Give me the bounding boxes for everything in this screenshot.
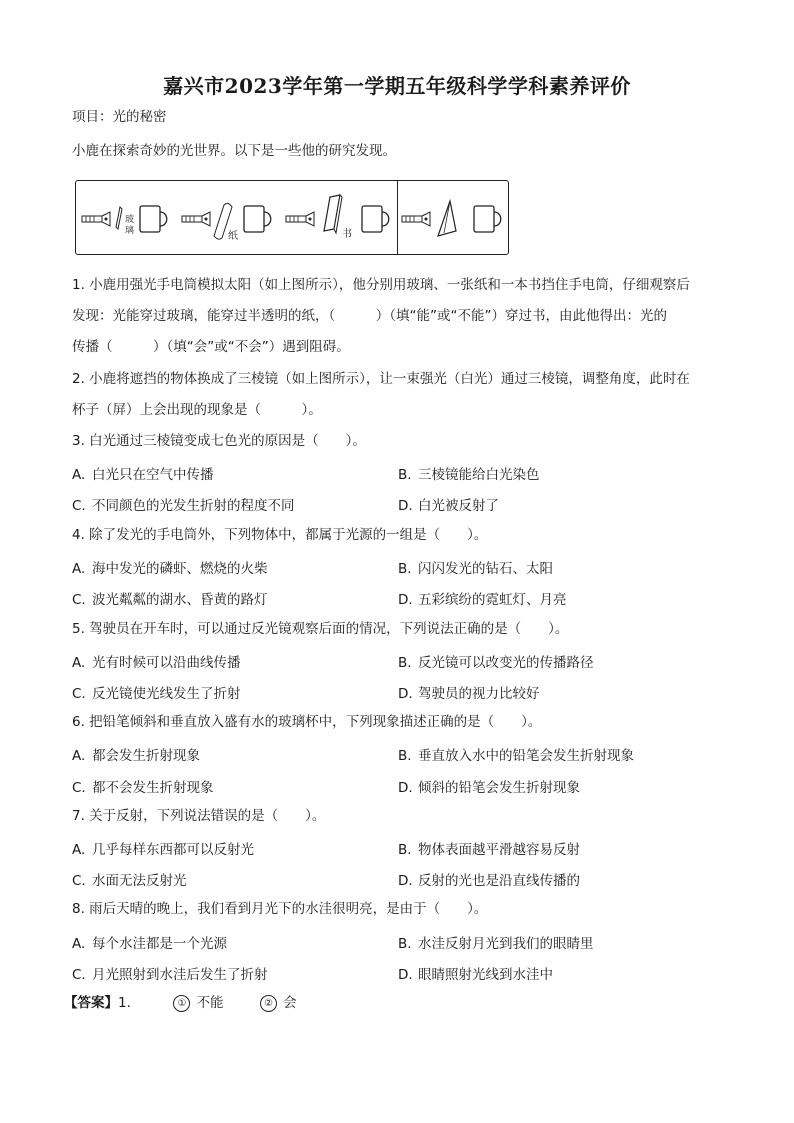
figure-divider — [397, 181, 398, 254]
q8-stem: 8. 雨后天晴的晚上，我们看到月光下的水洼很明亮，是由于（ ）。 — [72, 901, 488, 917]
answer-line — [64, 994, 297, 1012]
answer-number: 1. — [118, 995, 131, 1011]
answer-item-2: ② 会 — [260, 995, 297, 1011]
q3-option-a: A. 白光只在空气中传播 — [72, 467, 214, 483]
q7-option-d: D. 反射的光也是沿直线传播的 — [398, 873, 580, 889]
experiment-illustration — [76, 181, 508, 254]
project-label: 项目：光的秘密 — [72, 109, 167, 125]
q8-option-d: D. 眼睛照射光线到水洼中 — [398, 967, 553, 983]
svg-text:玻: 玻 — [125, 215, 135, 225]
answer-item-1: ① 不能 — [173, 995, 223, 1011]
q5-option-b: B. 反光镜可以改变光的传播路径 — [398, 655, 594, 671]
cup-icon — [140, 206, 167, 232]
q5-stem: 5. 驾驶员在开车时，可以通过反光镜观察后面的情况，下列说法正确的是（ ）。 — [72, 621, 569, 637]
q3-stem: 3. 白光通过三棱镜变成七色光的原因是（ ）。 — [72, 433, 366, 449]
cup-icon — [474, 206, 501, 232]
book-icon — [324, 195, 342, 233]
experiment-figure — [75, 180, 509, 255]
q5-option-d: D. 驾驶员的视力比较好 — [398, 686, 540, 702]
q6-option-d: D. 倾斜的铅笔会发生折射现象 — [398, 780, 580, 796]
label-paper: 纸 — [228, 231, 238, 242]
q7-stem: 7. 关于反射，下列说法错误的是（ ）。 — [72, 808, 326, 824]
q7-option-b: B. 物体表面越平滑越容易反射 — [398, 842, 580, 858]
svg-text:璃: 璃 — [125, 226, 135, 236]
q1-line3: 传播（ ）（填“会”或“不会”）遇到阻碍。 — [72, 339, 350, 355]
q8-option-a: A. 每个水洼都是一个光源 — [72, 936, 227, 952]
q1-line2: 发现：光能穿过玻璃，能穿过半透明的纸，（ ）（填“能”或“不能”）穿过书，由此他得出：光的 — [72, 308, 667, 324]
cup-icon — [362, 206, 389, 232]
q4-option-a: A. 海中发光的磷虾、燃烧的火柴 — [72, 561, 268, 577]
q6-option-a: A. 都会发生折射现象 — [72, 748, 200, 764]
label-book: 书 — [342, 229, 352, 240]
q6-option-c: C. 都不会发生折射现象 — [72, 780, 214, 796]
q2-line1: 2. 小鹿将遮挡的物体换成了三棱镜（如上图所示），让一束强光（白光）通过三棱镜，调整角度，此时在 — [72, 371, 690, 387]
q3-option-c: C. 不同颜色的光发生折射的程度不同 — [72, 498, 295, 514]
q1-line1: 1. 小鹿用强光手电筒模拟太阳（如上图所示），他分别用玻璃、一张纸和一本书挡住手电筒，仔细观察后 — [72, 277, 690, 293]
glass-pane-icon — [116, 207, 122, 229]
answer-label: 【答案】 — [64, 995, 118, 1011]
q3-option-b: B. 三棱镜能给白光染色 — [398, 467, 540, 483]
q6-stem: 6. 把铅笔倾斜和垂直放入盛有水的玻璃杯中，下列现象描述正确的是（ ）。 — [72, 714, 542, 730]
q4-option-d: D. 五彩缤纷的霓虹灯、月亮 — [398, 592, 567, 608]
q5-option-c: C. 反光镜使光线发生了折射 — [72, 686, 241, 702]
flashlight-icon — [82, 212, 110, 226]
page-title: 嘉兴市2023学年第一学期五年级科学学科素养评价 — [163, 74, 631, 98]
q5-option-a: A. 光有时候可以沿曲线传播 — [72, 655, 241, 671]
q8-option-b: B. 水洼反射月光到我们的眼睛里 — [398, 936, 594, 952]
q2-line2: 杯子（屏）上会出现的现象是（ ）。 — [72, 402, 322, 418]
q4-option-b: B. 闪闪发光的钻石、太阳 — [398, 561, 553, 577]
q3-option-d: D. 白光被反射了 — [398, 498, 499, 514]
intro-text: 小鹿在探索奇妙的光世界。以下是一些他的研究发现。 — [72, 143, 396, 159]
q7-option-a: A. 几乎每样东西都可以反射光 — [72, 842, 254, 858]
q4-stem: 4. 除了发光的手电筒外，下列物体中，都属于光源的一组是（ ）。 — [72, 527, 488, 543]
cup-icon — [244, 206, 271, 232]
flashlight-icon — [402, 212, 430, 226]
flashlight-icon — [286, 212, 314, 226]
q8-option-c: C. 月光照射到水洼后发生了折射 — [72, 967, 268, 983]
q6-option-b: B. 垂直放入水中的铅笔会发生折射现象 — [398, 748, 634, 764]
q7-option-c: C. 水面无法反射光 — [72, 873, 187, 889]
q4-option-c: C. 波光粼粼的湖水、昏黄的路灯 — [72, 592, 268, 608]
prism-icon — [438, 201, 456, 236]
label-glass — [125, 213, 134, 236]
flashlight-icon — [182, 212, 210, 226]
